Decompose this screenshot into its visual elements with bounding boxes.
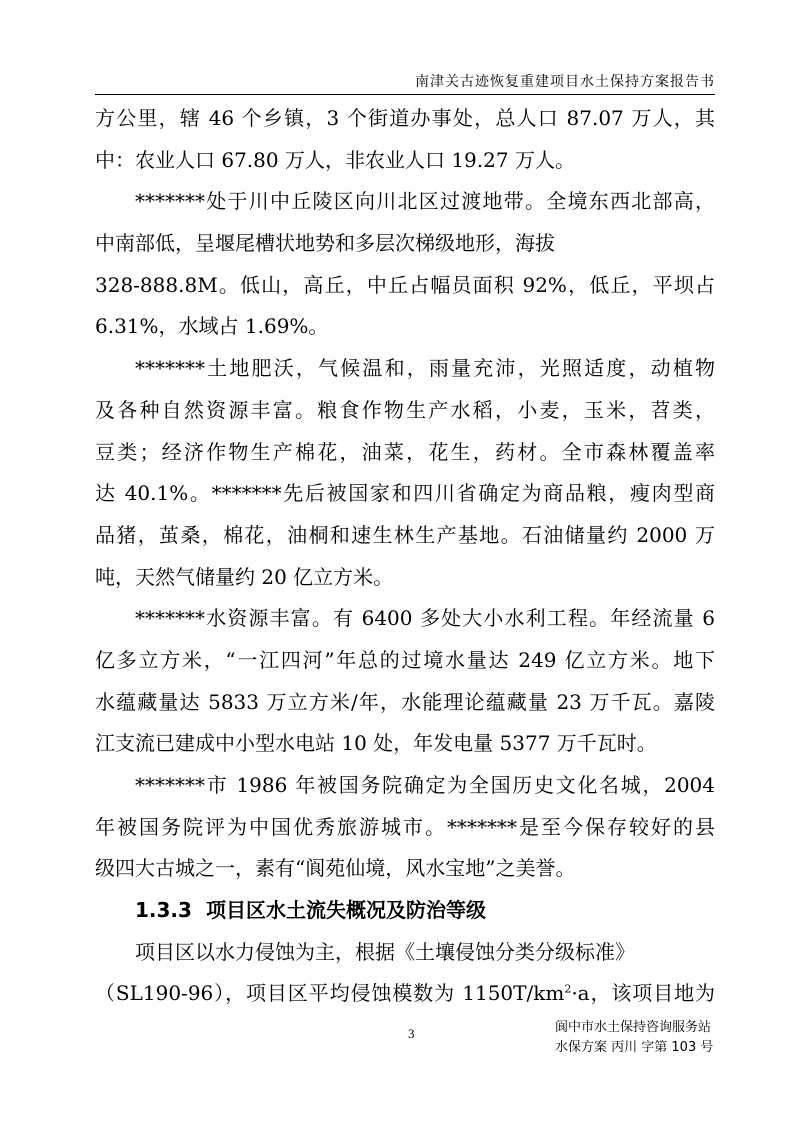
section-title: 项目区水土流失概况及防治等级 [205,898,486,923]
text-line: 品猪，茧桑，棉花，油桐和速生林生产基地。石油储量约 2000 万 [95,522,715,547]
text-line: 亿多立方米，“一江四河”年总的过境水量达 249 亿立方米。地下 [95,647,715,672]
text-line-formula [95,973,715,1015]
text-line: 项目区以水力侵蚀为主，根据《土壤侵蚀分类分级标准》 [135,939,635,964]
text-line: *******土地肥沃，气候温和，雨量充沛，光照适度，动植物 [135,356,715,381]
document-body [95,98,715,1015]
section-number: 1.3.3 [135,898,192,923]
text-line: 年被国务院评为中国优秀旅游城市。*******是至今保存较好的县 [95,814,715,839]
text-line: 达 40.1%。*******先后被国家和四川省确定为商品粮，瘦肉型商 [95,481,715,506]
text-line: 豆类；经济作物生产棉花，油菜，花生，药材。全市森林覆盖率 [95,439,715,464]
formula-text-pre: （SL190-96），项目区平均侵蚀模数为 1150T/km [95,981,565,1006]
footer-code: 水保方案 丙川 字第 103 号 [555,1040,714,1055]
text-line: 及各种自然资源丰富。粮食作物生产水稻，小麦，玉米，苕类， [95,397,715,422]
text-line: 中：农业人口 67.80 万人，非农业人口 19.27 万人。 [95,147,575,172]
footer-org: 阆中市水土保持咨询服务站 [555,1020,712,1035]
text-line: *******市 1986 年被国务院确定为全国历史文化名城，2004 [135,773,715,797]
text-line: 中南部低，呈堰尾槽状地势和多层次梯级地形，海拔 [95,231,555,256]
formula-superscript: 2 [564,982,572,996]
page-footer [555,1018,713,1058]
text-line: 水蕴藏量达 5833 万立方米/年，水能理论蕴藏量 23 万千瓦。嘉陵 [95,689,715,714]
text-line: 级四大古城之一，素有“阆苑仙境，风水宝地”之美誉。 [95,856,576,881]
text-line: 吨，天然气储量约 20 亿立方米。 [95,564,394,589]
text-line: *******水资源丰富。有 6400 多处大小水利工程。年经流量 6 [135,606,715,631]
section-heading [95,890,715,932]
text-line: 6.31%，水域占 1.69%。 [95,314,329,339]
formula-text-post: ·a，该项目地为 [571,981,716,1006]
text-line: 328-888.8M。低山，高丘，中丘占幅员面积 92%，低丘，平坝占 [95,272,715,297]
header-title: 南津关古迹恢复重建项目水土保持方案报告书 [415,74,715,90]
text-line: 江支流已建成中小型水电站 10 处，年发电量 5377 万千瓦时。 [95,731,657,756]
text-line: 方公里，辖 46 个乡镇，3 个街道办事处，总人口 87.07 万人，其 [95,106,715,130]
text-line: *******处于川中丘陵区向川北区过渡地带。全境东西北部高， [135,189,715,214]
page-header [95,70,715,95]
page-number: 3 [408,1026,415,1041]
